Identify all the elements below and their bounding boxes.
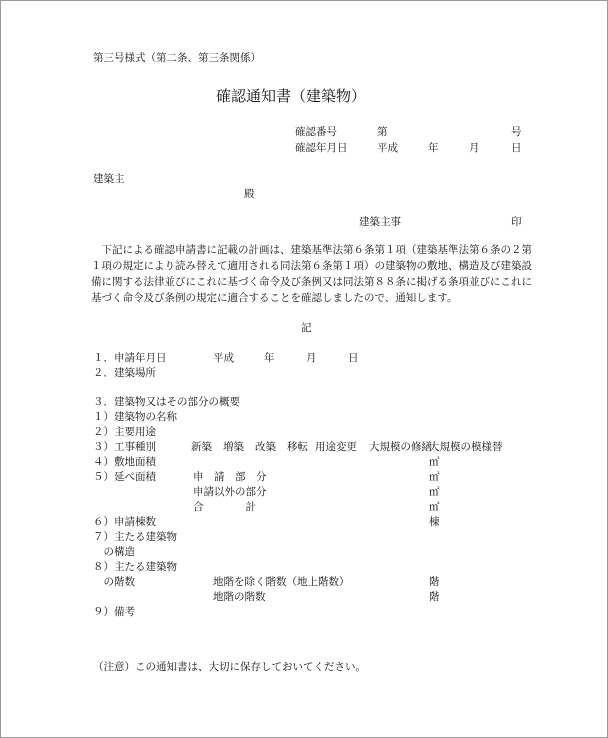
total-label: 合 計 xyxy=(193,501,256,513)
building-name-label: １）建築物の名称 xyxy=(93,411,177,423)
building-count-label: ６）申請棟数 xyxy=(93,516,156,528)
application-month: 月 xyxy=(306,352,317,364)
work-type-relocation: 移転 xyxy=(287,441,308,453)
confirmation-date-label: 確認年月日 xyxy=(295,142,348,154)
floors-above-label: 地階を除く階数（地上階数） xyxy=(213,576,350,588)
work-type-label: ３）工事種別 xyxy=(93,441,156,453)
caution-note: （注意）この通知書は、大切に保存しておいてください。 xyxy=(93,661,366,673)
site-area-label: ４）敷地面積 xyxy=(93,456,156,468)
document-title: 確認通知書（建築物） xyxy=(216,87,367,105)
applied-part-label: 申 請 部 分 xyxy=(193,471,267,483)
application-day: 日 xyxy=(348,352,359,364)
confirmation-number-label: 確認番号 xyxy=(295,126,337,138)
main-structure-label: ７）主たる建築物 xyxy=(93,531,177,543)
date-month: 月 xyxy=(469,142,480,154)
overview-label: ３．建築物又はその部分の概要 xyxy=(93,396,240,408)
seal-mark: 印 xyxy=(511,216,522,228)
floor-area-label: ５）延べ面積 xyxy=(93,471,156,483)
site-area-unit: ㎡ xyxy=(429,456,440,468)
application-year: 年 xyxy=(264,352,275,364)
main-floors-label: ８）主たる建築物 xyxy=(93,561,177,573)
honorific: 殿 xyxy=(244,188,255,200)
body-line-1: 下記による確認申請書に記載の計画は、建築基準法第６条第１項（建築基準法第６条の２第 xyxy=(91,244,532,256)
body-line-2: １項の規定により読み替えて適用される同法第６条第１項）の建築物の敷地、構造及び建築設 xyxy=(91,260,532,272)
owner-label: 建築主 xyxy=(93,173,125,185)
floors-below-label: 地階の階数 xyxy=(213,591,266,603)
work-type-new: 新築 xyxy=(191,441,212,453)
work-type-rebuild: 改築 xyxy=(255,441,276,453)
floors-below-unit: 階 xyxy=(429,591,440,603)
main-floors-label-cont: の階数 xyxy=(93,576,135,588)
applied-part-unit: ㎡ xyxy=(429,471,440,483)
other-part-unit: ㎡ xyxy=(429,486,440,498)
body-line-3: 備に関する法律並びにこれに基づく命令及び条例又は同法第８８条に掲げる条項並びにこれに xyxy=(91,276,532,288)
body-line-4: 基づく命令及び条例の規定に適合することを確認しましたので、通知します。 xyxy=(91,292,458,304)
main-use-label: ２）主要用途 xyxy=(93,426,156,438)
remarks-label: ９）備考 xyxy=(93,606,135,618)
date-year: 年 xyxy=(428,142,439,154)
ki-heading: 記 xyxy=(301,322,312,334)
date-day: 日 xyxy=(511,142,522,154)
total-unit: ㎡ xyxy=(429,501,440,513)
work-type-major-remodel: 大規模の模様替 xyxy=(429,441,503,453)
work-type-extension: 増築 xyxy=(223,441,244,453)
form-number: 第三号様式（第二条、第三条関係） xyxy=(93,52,261,64)
application-date-label: １．申請年月日 xyxy=(93,352,167,364)
site-label: ２．建築場所 xyxy=(93,367,156,379)
application-era: 平成 xyxy=(213,352,234,364)
floors-above-unit: 階 xyxy=(429,576,440,588)
date-era: 平成 xyxy=(377,142,398,154)
work-type-use-change: 用途変更 xyxy=(315,441,357,453)
work-type-major-repair: 大規模の修繕 xyxy=(369,441,432,453)
official-label: 建築主事 xyxy=(359,216,401,228)
other-part-label: 申請以外の部分 xyxy=(193,486,267,498)
number-dai: 第 xyxy=(377,126,388,138)
main-structure-label-cont: の構造 xyxy=(93,546,135,558)
building-count-unit: 棟 xyxy=(429,516,440,528)
number-go: 号 xyxy=(511,126,522,138)
